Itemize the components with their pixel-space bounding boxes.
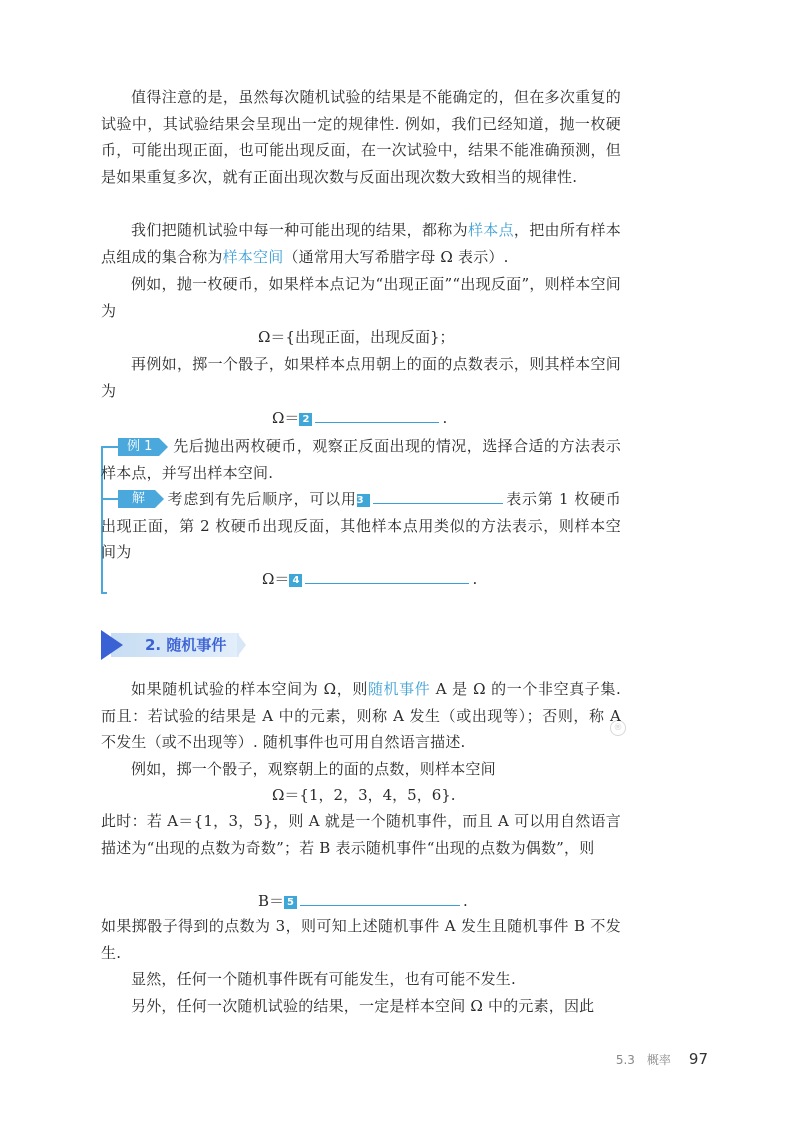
paragraph-text: 例如，抛一枚硬币，如果样本点记为“出现正面”“出现反面”，则样本空间为 bbox=[101, 275, 621, 320]
blank-number: 2 bbox=[299, 413, 312, 426]
paragraph-text: 如果掷骰子得到的点数为 3，则可知上述随机事件 A 发生且随机事件 B 不发生. bbox=[101, 917, 621, 962]
paragraph-text: 显然，任何一个随机事件既有可能发生，也有可能不发生. bbox=[131, 970, 516, 988]
example-text: 先后抛出两枚硬币，观察正反面出现的情况，选择合适的方法表示样本点，并写出样本空间. bbox=[101, 437, 621, 482]
definition-text: ，把由所有样本点组成的集合称为 bbox=[101, 221, 621, 266]
definition-text: （通常用大写希腊字母 Ω 表示）. bbox=[283, 247, 509, 266]
example-tag-label: 例 1 bbox=[127, 439, 153, 454]
equation-tail: . bbox=[442, 409, 448, 427]
paragraph-dice-space bbox=[101, 756, 621, 783]
footer-section: 5.3 概率 bbox=[615, 1053, 671, 1067]
paragraph-text: 如果随机试验的样本空间为 Ω，则 bbox=[131, 680, 368, 698]
solution-tag-label: 解 bbox=[132, 491, 146, 506]
term-sample-space: 样本空间 bbox=[222, 247, 284, 266]
answer-blank[interactable] bbox=[315, 406, 439, 423]
solution-text: 表示第 1 枚硬币出现正面，第 2 枚硬币出现反面，其他样本点用类似的方法表示，则样本空间为 bbox=[101, 490, 621, 561]
paragraph-outcome bbox=[101, 913, 621, 966]
paragraph-regularity bbox=[101, 84, 621, 190]
page-number: 97 bbox=[688, 1050, 708, 1068]
term-sample-point: 样本点 bbox=[467, 221, 514, 239]
equation-dice-space bbox=[272, 405, 447, 431]
paragraph-text: 另外，任何一次随机试验的结果，一定是样本空间 Ω 中的元素，因此 bbox=[131, 997, 595, 1015]
section-title: 2. 随机事件 bbox=[145, 636, 227, 654]
paragraph-text: 值得注意的是，虽然每次随机试验的结果是不能确定的，但在多次重复的试验中，其试验结果会呈现出一定的规律性. 例如，我们已经知道，抛一枚硬币，可能出现正面，也可能出现反面，在一次试验中，结果不能准确预测，但是如果重复多次，就有正面出现次数与反面出现次数大致相当的规律性. bbox=[101, 88, 621, 186]
equation-tail: . bbox=[472, 570, 478, 588]
equation-coin-space bbox=[258, 324, 455, 350]
equation-dice-full bbox=[272, 782, 456, 808]
equation-text: Ω＝{出现正面，出现反面}； bbox=[258, 328, 455, 346]
blank-number: 4 bbox=[289, 574, 302, 587]
paragraph-coin-example bbox=[101, 271, 621, 324]
equation-text: Ω＝{1，2，3，4，5，6}. bbox=[272, 786, 456, 804]
page-footer bbox=[616, 1050, 708, 1068]
equation-tail: . bbox=[463, 892, 468, 910]
term-random-event: 随机事件 bbox=[367, 680, 431, 698]
solution-text-block bbox=[101, 486, 621, 566]
paragraph-text: 例如，掷一个骰子，观察朝上的面的点数，则样本空间 bbox=[131, 760, 496, 778]
example-text-block bbox=[101, 433, 621, 486]
paragraph-event-a bbox=[101, 808, 621, 861]
section-heading-end bbox=[237, 633, 246, 657]
answer-blank[interactable] bbox=[300, 889, 460, 906]
answer-blank[interactable] bbox=[305, 567, 469, 584]
paragraph-obvious bbox=[101, 966, 621, 993]
paragraph-dice-example bbox=[101, 351, 621, 404]
equation-coin-pair-space bbox=[262, 566, 477, 592]
paragraph-random-event bbox=[101, 676, 621, 756]
equation-lhs: Ω＝ bbox=[272, 409, 300, 427]
section-heading bbox=[101, 630, 247, 660]
paragraph-text: 此时：若 A＝{1，3，5}，则 A 就是一个随机事件，而且 A 可以用自然语言描述为“出现的点数为奇数”；若 B 表示随机事件“出现的点数为偶数”，则 bbox=[101, 812, 621, 857]
paragraph-text: A 是 Ω 的一个非空真子集. 而且：若试验的结果是 A 中的元素，则称 A 发生（或出现等）；否则，称 A 不发生（或不出现等）. 随机事件也可用自然语言描述. bbox=[101, 680, 621, 751]
blank-number: 5 bbox=[284, 896, 297, 909]
section-arrow-icon bbox=[101, 630, 123, 660]
paragraph-definition bbox=[101, 217, 621, 270]
answer-blank[interactable] bbox=[373, 487, 503, 504]
solution-text: 考虑到有先后顺序，可以用 bbox=[167, 490, 357, 508]
bracket-tick bbox=[101, 592, 107, 594]
equation-lhs: Ω＝ bbox=[262, 570, 290, 588]
paragraph-text: 再例如，掷一个骰子，如果样本点用朝上的面的点数表示，则其样本空间为 bbox=[101, 355, 621, 400]
registered-mark-icon: ® bbox=[610, 720, 626, 736]
definition-text: 我们把随机试验中每一种可能出现的结果，都称为 bbox=[131, 221, 468, 239]
blank-number: 3 bbox=[357, 494, 370, 507]
equation-event-b bbox=[258, 888, 468, 914]
paragraph-additional bbox=[101, 993, 621, 1020]
equation-lhs: B＝ bbox=[258, 892, 285, 910]
